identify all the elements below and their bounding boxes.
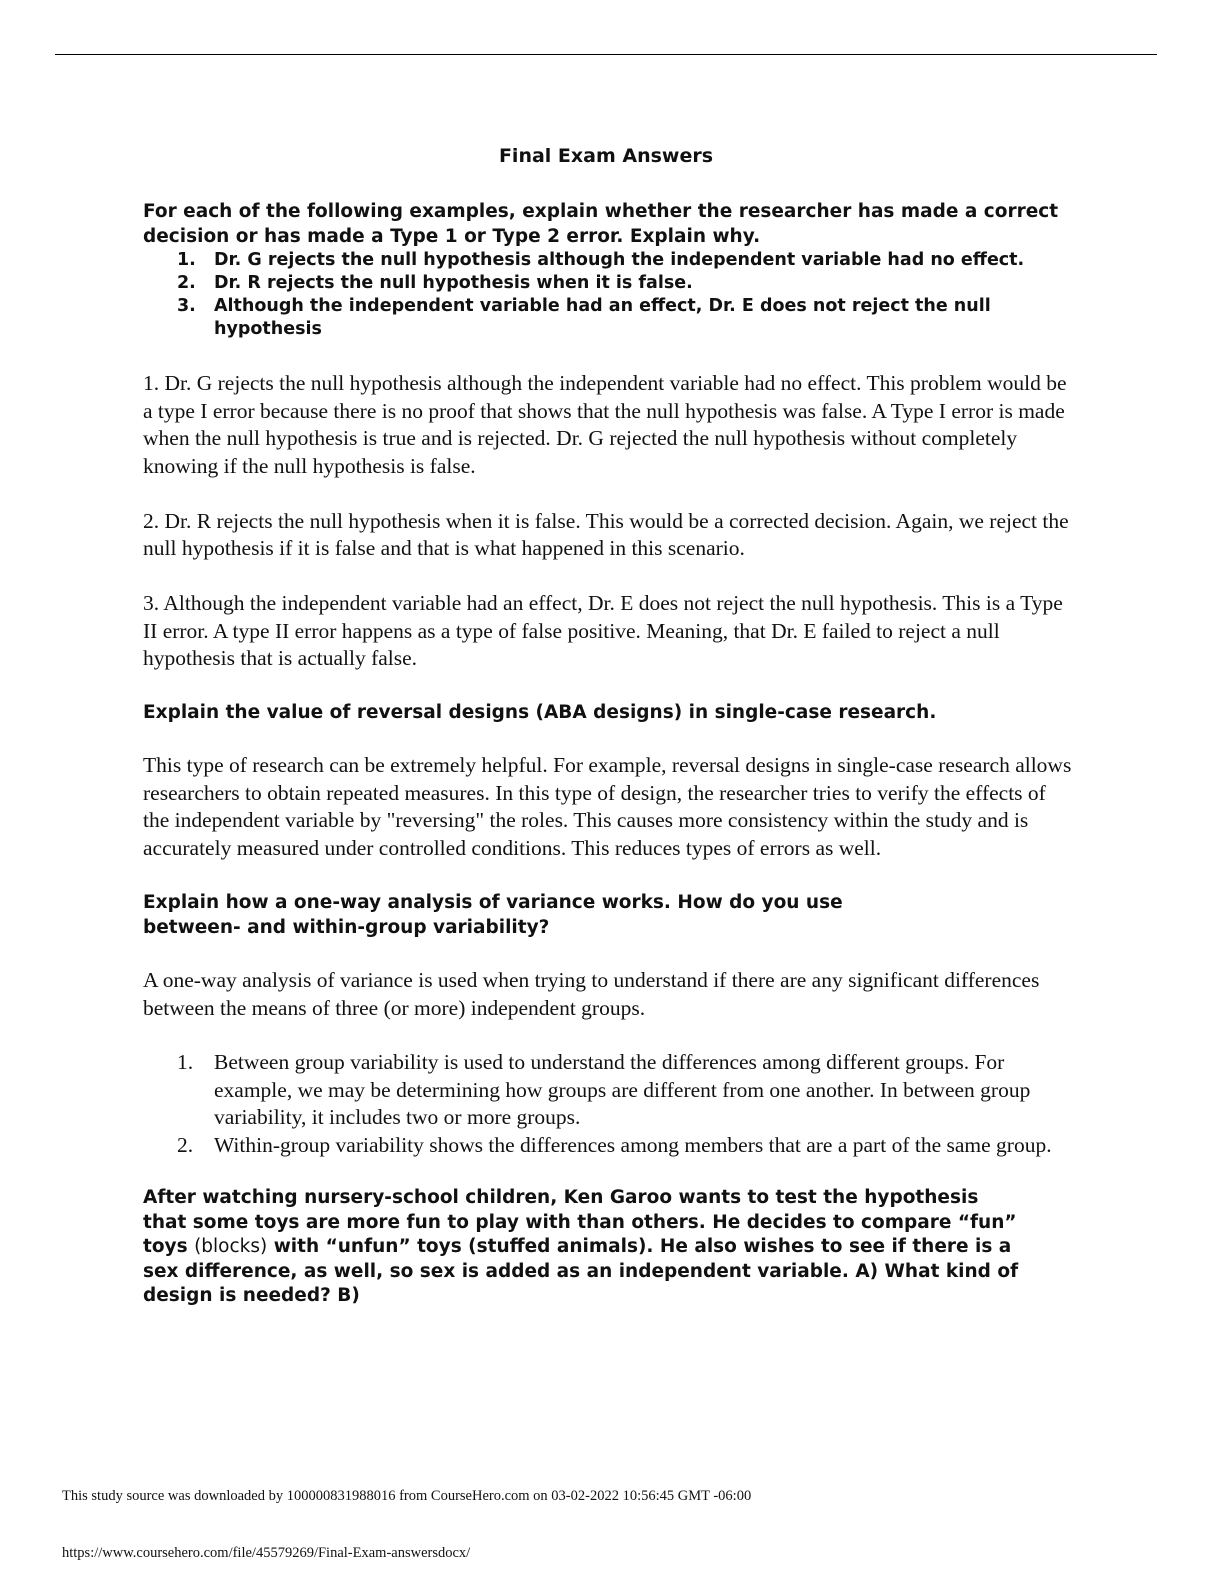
question-3-prompt: Explain how a one-way analysis of variance works. How do you use between- and within-group variability? — [143, 892, 843, 938]
document-body — [143, 200, 1073, 1309]
answer-3: A one-way analysis of variance is used when trying to understand if there are any significant differences between the means of three (or more) independent groups. — [143, 968, 1040, 1020]
answer-1-1: 1. Dr. G rejects the null hypothesis although the independent variable had no effect. This problem would be a type I error because there is no proof that shows that the null hypothesis was false. A Type I error is made when the null hypothesis is true and is rejected. Dr. G rejected the null hypothesis without completely knowing if the null hypothesis is false. — [143, 371, 1067, 478]
question-2-prompt: Explain the value of reversal designs (ABA designs) in single-case research. — [143, 701, 937, 723]
answer-1-2: 2. Dr. R rejects the null hypothesis when it is false. This would be a corrected decision. Again, we reject the null hypothesis if it is false and that is what happened in this scenario. — [143, 508, 1069, 560]
answer-3-list — [143, 1049, 1073, 1159]
page-title: Final Exam Answers — [498, 145, 714, 167]
question-1-item: 1. Dr. G rejects the null hypothesis although the independent variable had no effect. — [177, 250, 1025, 270]
source-url[interactable]: https://www.coursehero.com/file/45579269/Final-Exam-answersdocx/ — [62, 1545, 471, 1561]
answer-1-3: 3. Although the independent variable had an effect, Dr. E does not reject the null hypothesis. This is a Type II error. A type II error happens as a type of false positive. Meaning, that Dr. E failed to reject a null hypothesis that is actually false. — [143, 591, 1063, 670]
answer-3-item: 2. Within-group variability shows the differences among members that are a part of the same group. — [177, 1132, 1052, 1157]
answer-3-item: 1. Between group variability is used to understand the differences among different groups. For example, we may be determining how groups are different from one another. In between group variability, it includes two or more groups. — [177, 1050, 1031, 1129]
question-1-item: 3. Although the independent variable had an effect, Dr. E does not reject the null hypothesis — [177, 296, 991, 339]
question-1-item: 2. Dr. R rejects the null hypothesis when it is false. — [177, 273, 693, 293]
answer-2: This type of research can be extremely helpful. For example, reversal designs in single-case research allows researchers to obtain repeated measures. In this type of design, the researcher tries to verify the effects of the independent variable by "reversing" the roles. This causes more consistency within the study and is accurately measured under controlled conditions. This reduces types of errors as well. — [143, 753, 1072, 860]
question-1-list — [143, 249, 1073, 341]
question-4-prompt: After watching nursery-school children, Ken Garoo wants to test the hypothesis that some toys are more fun to play with than others. He decides to compare “fun” toys (blocks) with “unfun” toys (stuffed animals). He also wishes to see if there is a sex difference, as well, so sex is added as an independent variable. A) What kind of design is needed? B) — [143, 1187, 1019, 1306]
download-notice: This study source was downloaded by 100000831988016 from CourseHero.com on 03-02-2022 10:56:45 GMT -06:00 — [62, 1488, 752, 1504]
question-1-prompt: For each of the following examples, explain whether the researcher has made a correct decision or has made a Type 1 or Type 2 error. Explain why. — [143, 201, 1059, 247]
header-rule — [55, 54, 1157, 55]
